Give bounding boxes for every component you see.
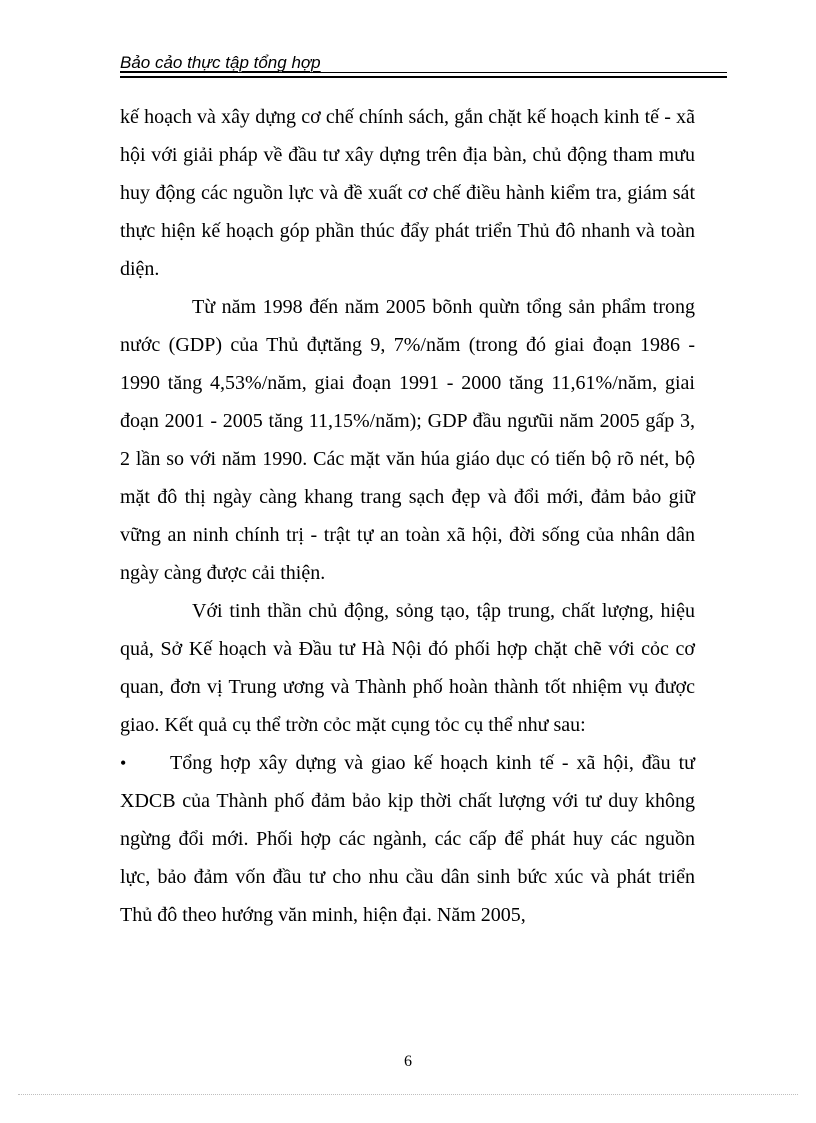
paragraph-continuation: kế hoạch và xây dựng cơ chế chính sách, gắn chặt kế hoạch kinh tế - xã hội với giải pháp về đầu tư xây dựng trên địa bàn, chủ động tham mưu huy động các nguồn lực và đề xuất cơ chế điều hành kiểm tra, giám sát thực hiện kế hoạch góp phần thúc đẩy phát triển Thủ đô nhanh và toàn diện. (120, 106, 695, 280)
header-rule-thin (120, 72, 727, 73)
bullet-marker: • (120, 753, 127, 773)
body-text (120, 98, 695, 934)
page-bottom-edge (18, 1094, 798, 1095)
page-header (120, 52, 727, 76)
page-number: 6 (404, 1053, 412, 1070)
bullet-text: Tổng hợp xây dựng và giao kế hoạch kinh tế - xã hội, đầu tư XDCB của Thành phố đảm bảo kịp thời chất lượng với tư duy không ngừng đổi mới. Phối hợp các ngành, các cấp để phát huy các nguồn lực, bảo đảm vốn đầu tư cho nhu cầu dân sinh bức xúc và phát triển Thủ đô theo hướng văn minh, hiện đại. Năm 2005, (120, 752, 695, 926)
paragraph-gdp-growth: Từ năm 1998 đến năm 2005 bõnh quừn tổng sản phẩm trong nước (GDP) của Thủ đựtăng 9, 7%/năm (trong đó giai đoạn 1986 - 1990 tăng 4,53%/năm, giai đoạn 1991 - 2000 tăng 11,61%/năm, giai đoạn 2001 - 2005 tăng 11,15%/năm); GDP đầu ngưũi năm 2005 gấp 3, 2 lần so với năm 1990. Các mặt văn húa giáo dục có tiến bộ rõ nét, bộ mặt đô thị ngày càng khang trang sạch đẹp và đổi mới, đảm bảo giữ vững an ninh chính trị - trật tự an toàn xã hội, đời sống của nhân dân ngày càng được cải thiện. (120, 296, 695, 584)
header-rule-thick (120, 76, 727, 78)
bullet-item (120, 744, 695, 934)
paragraph-coordination: Với tinh thần chủ động, sỏng tạo, tập trung, chất lượng, hiệu quả, Sở Kế hoạch và Đầu tư Hà Nội đó phối hợp chặt chẽ với cỏc cơ quan, đơn vị Trung ương và Thành phố hoàn thành tốt nhiệm vụ được giao. Kết quả cụ thể trờn cỏc mặt cụng tỏc cụ thể như sau: (120, 600, 695, 736)
report-title: Bảo cảo thực tập tổng hợp (120, 53, 321, 72)
